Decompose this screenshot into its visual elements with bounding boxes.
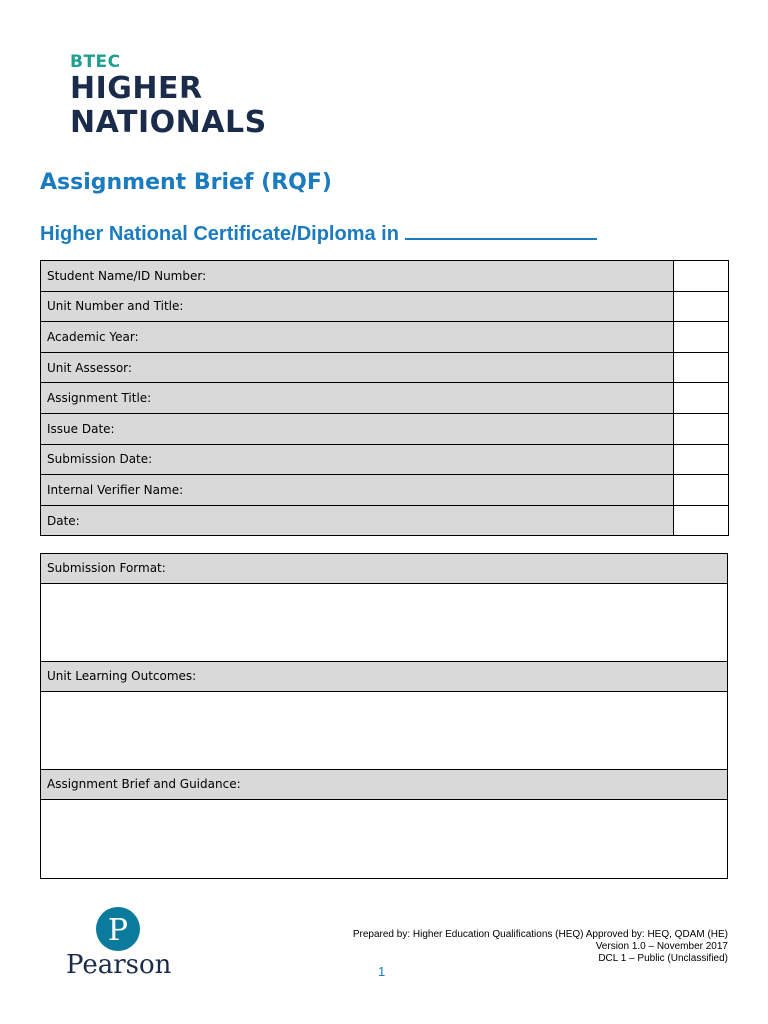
subtitle-blank-line[interactable]: [405, 220, 597, 240]
document-subtitle: [40, 220, 597, 246]
pearson-mark-letter: P: [107, 913, 129, 948]
info-row-value-field[interactable]: [674, 383, 729, 414]
footer-version: Version 1.0 – November 2017: [595, 941, 728, 952]
info-row: [41, 383, 729, 414]
info-row-value-field[interactable]: [674, 505, 729, 536]
logo-higher: HIGHER: [70, 71, 203, 106]
info-row-value-field[interactable]: [674, 475, 729, 506]
info-row: [41, 413, 729, 444]
info-row-label: Unit Assessor:: [41, 352, 674, 383]
info-row-label: Academic Year:: [41, 322, 674, 353]
info-row-value-field[interactable]: [674, 413, 729, 444]
submission-format-label: Submission Format:: [41, 554, 727, 584]
submission-format-section: [40, 553, 728, 662]
btec-logo-label: BTEC: [70, 52, 121, 72]
page-number: 1: [378, 964, 386, 979]
info-row: [41, 475, 729, 506]
learning-outcomes-section: [40, 661, 728, 770]
info-row-value-field[interactable]: [674, 352, 729, 383]
info-row-label: Submission Date:: [41, 444, 674, 475]
subtitle-text: Higher National Certificate/Diploma in: [40, 223, 399, 245]
footer-prepared-by: Prepared by: Higher Education Qualifications (HEQ) Approved by: HEQ, QDAM (HE): [352, 929, 728, 940]
info-row-label: Unit Number and Title:: [41, 291, 674, 322]
info-row-label: Issue Date:: [41, 413, 674, 444]
info-row-label: Assignment Title:: [41, 383, 674, 414]
info-row: [41, 352, 729, 383]
info-row-value-field[interactable]: [674, 444, 729, 475]
info-row-label: Student Name/ID Number:: [41, 261, 674, 292]
pearson-logo-icon: [96, 907, 140, 951]
logo-nationals: NATIONALS: [70, 105, 267, 140]
info-row: [41, 505, 729, 536]
info-row: [41, 291, 729, 322]
learning-outcomes-label: Unit Learning Outcomes:: [41, 662, 727, 692]
pearson-wordmark: Pearson: [66, 950, 172, 980]
info-row-value-field[interactable]: [674, 322, 729, 353]
footer-info: [353, 929, 728, 965]
info-row: [41, 444, 729, 475]
info-row: [41, 261, 729, 292]
brief-guidance-section: [40, 769, 728, 879]
info-row: [41, 322, 729, 353]
info-table: [40, 260, 729, 536]
brief-guidance-label: Assignment Brief and Guidance:: [41, 770, 727, 800]
document-title: Assignment Brief (RQF): [40, 170, 332, 195]
footer-classification: DCL 1 – Public (Unclassified): [598, 953, 728, 964]
info-row-value-field[interactable]: [674, 291, 729, 322]
info-row-label: Internal Verifier Name:: [41, 475, 674, 506]
info-row-label: Date:: [41, 505, 674, 536]
info-row-value-field[interactable]: [674, 261, 729, 292]
